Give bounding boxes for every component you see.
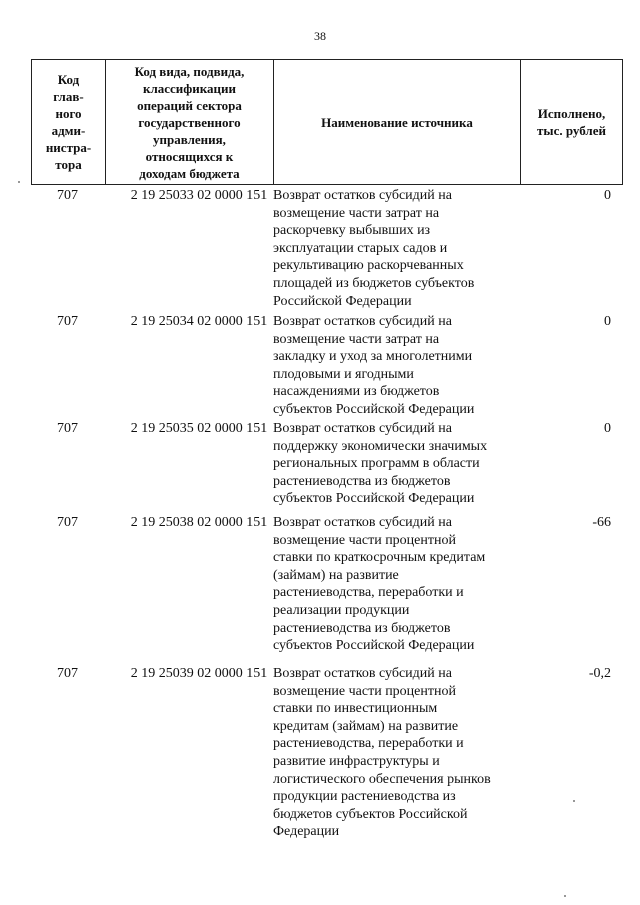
header-line: тора	[55, 157, 82, 172]
source-name	[273, 514, 509, 655]
header-line: доходам бюджета	[139, 165, 240, 181]
header-classification-code	[106, 60, 273, 184]
executed-value: 0	[604, 188, 611, 203]
source-name-line: раскорчевку выбывших из	[273, 223, 431, 239]
header-line: Код вида, подвида,	[134, 63, 245, 79]
classification-code: 2 19 25035 02 0000 151	[130, 421, 268, 436]
page-number: 38	[314, 29, 326, 43]
scan-speck	[573, 800, 575, 802]
admin-code: 707	[57, 515, 78, 530]
executed-value: 0	[604, 421, 611, 436]
admin-code: 707	[57, 421, 78, 436]
source-name-line: субъектов Российской Федерации	[273, 401, 475, 417]
header-line: ного	[55, 106, 82, 121]
source-name-line: площадей из бюджетов субъектов	[273, 275, 475, 291]
source-name-line: эксплуатации старых садов и	[273, 240, 448, 256]
source-name-line: логистического обеспечения рынков	[273, 771, 491, 787]
header-line: относящихся к	[145, 148, 234, 164]
source-name-line: поддержку экономически значимых	[273, 438, 488, 454]
source-name-line: закладку и уход за многолетними	[273, 349, 473, 365]
source-name-line: Возврат остатков субсидий на	[273, 515, 452, 530]
source-name-line: субъектов Российской Федерации	[273, 491, 475, 507]
classification-code: 2 19 25038 02 0000 151	[130, 515, 268, 530]
source-name-line: продукции растениеводства из	[273, 789, 456, 805]
source-name-line: рекультивацию раскорчеванных	[273, 258, 464, 274]
classification-code: 2 19 25033 02 0000 151	[130, 188, 268, 203]
source-name-line: возмещение части затрат на	[273, 205, 440, 221]
header-line: нистра-	[45, 140, 92, 155]
source-name-line: плодовыми и ягодными	[273, 366, 414, 382]
source-name-line: насаждениями из бюджетов	[273, 384, 440, 400]
source-name-line: растениеводства, переработки и	[273, 736, 464, 752]
header-executed-text	[537, 105, 606, 139]
source-name-line: региональных программ в области	[273, 456, 480, 472]
source-name-line: растениеводства из бюджетов	[273, 620, 451, 636]
source-name-line: реализации продукции	[273, 602, 410, 618]
header-line: государственного	[138, 114, 241, 130]
source-name-line: возмещение части затрат на	[273, 331, 440, 347]
source-name-line: ставки по инвестиционным	[273, 701, 438, 717]
header-line: классификации	[142, 80, 237, 96]
scan-speck	[564, 895, 566, 897]
source-name-line: бюджетов субъектов Российской	[273, 806, 468, 822]
header-line: Исполнено,	[537, 106, 606, 121]
source-name-line: Возврат остатков субсидий на	[273, 666, 452, 681]
source-name-line: (займам) на развитие	[273, 567, 399, 583]
source-name-line: растениеводства, переработки и	[273, 585, 464, 601]
table-header	[31, 59, 623, 185]
source-name-line: Федерации	[273, 824, 340, 840]
executed-value: 0	[604, 314, 611, 329]
header-admin-code	[32, 60, 105, 184]
source-name-line: субъектов Российской Федерации	[273, 638, 475, 654]
header-line: управления,	[153, 131, 226, 147]
scan-speck	[18, 181, 20, 183]
admin-code: 707	[57, 314, 78, 329]
source-name	[273, 665, 509, 841]
source-name-line: Возврат остатков субсидий на	[273, 314, 452, 329]
header-source-name: Наименование источника	[321, 114, 473, 130]
header-admin-code-text	[46, 71, 91, 173]
executed-value: -66	[592, 515, 611, 530]
header-line: операций сектора	[137, 97, 242, 113]
header-line: тыс. рублей	[537, 123, 606, 138]
source-name-line: возмещение части процентной	[273, 532, 456, 548]
source-name	[273, 420, 509, 508]
classification-code: 2 19 25039 02 0000 151	[130, 666, 268, 681]
source-name-line: растениеводства из бюджетов	[273, 473, 451, 489]
source-name-line: возмещение части процентной	[273, 683, 456, 699]
admin-code: 707	[57, 188, 78, 203]
source-name	[273, 313, 509, 419]
executed-value: -0,2	[588, 666, 611, 681]
admin-code: 707	[57, 666, 78, 681]
header-classification-text	[135, 63, 245, 182]
header-line: глав-	[53, 89, 84, 104]
header-line: адми-	[51, 123, 86, 138]
header-line: Код	[57, 72, 80, 87]
classification-code: 2 19 25034 02 0000 151	[130, 314, 268, 329]
source-name-line: ставки по краткосрочным кредитам	[273, 550, 486, 566]
source-name-line: кредитам (займам) на развитие	[273, 718, 459, 734]
source-name-line: Возврат остатков субсидий на	[273, 421, 452, 436]
source-name-line: развитие инфраструктуры и	[273, 753, 440, 769]
source-name-line: Возврат остатков субсидий на	[273, 188, 452, 203]
header-executed	[521, 60, 622, 184]
source-name	[273, 187, 509, 310]
source-name-line: Российской Федерации	[273, 293, 412, 309]
